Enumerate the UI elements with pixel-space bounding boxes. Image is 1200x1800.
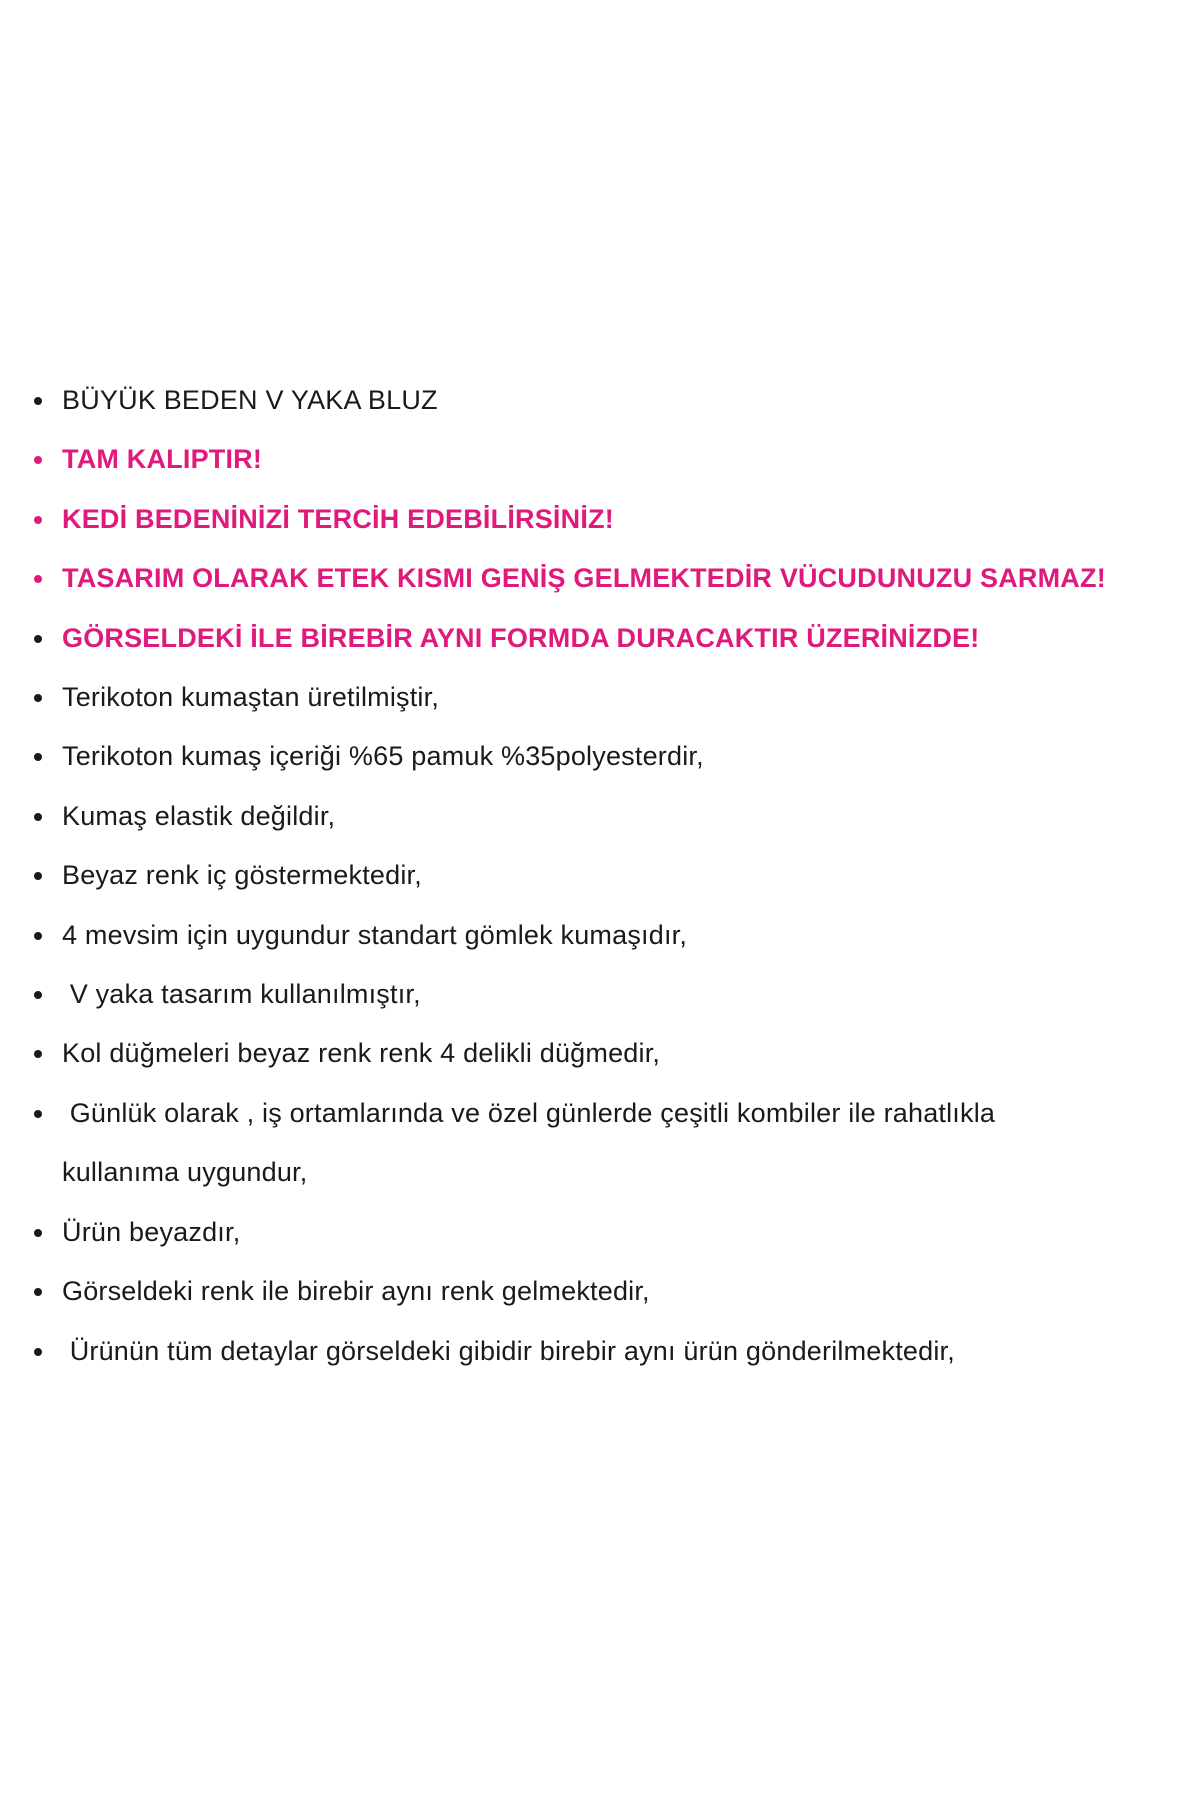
list-item-highlight: KEDİ BEDENİNİZİ TERCİH EDEBİLİRSİNİZ! (62, 490, 1142, 549)
list-item: Ürün beyazdır, (62, 1203, 1142, 1262)
list-item: Ürünün tüm detaylar görseldeki gibidir birebir aynı ürün gönderilmektedir, (62, 1322, 1142, 1381)
list-item-highlight: TASARIM OLARAK ETEK KISMI GENİŞ GELMEKTEDİR VÜCUDUNUZU SARMAZ! (62, 549, 1142, 608)
list-item: Terikoton kumaş içeriği %65 pamuk %35polyesterdir, (62, 727, 1142, 786)
list-item-highlight: TAM KALIPTIR! (62, 430, 1142, 489)
list-item: 4 mevsim için uygundur standart gömlek kumaşıdır, (62, 906, 1142, 965)
list-item: Kol düğmeleri beyaz renk renk 4 delikli düğmedir, (62, 1024, 1142, 1083)
list-item: BÜYÜK BEDEN V YAKA BLUZ (62, 371, 1142, 430)
list-item-highlight: GÖRSELDEKİ İLE BİREBİR AYNI FORMDA DURACAKTIR ÜZERİNİZDE! (62, 609, 1142, 668)
list-item: V yaka tasarım kullanılmıştır, (62, 965, 1142, 1024)
list-item: Görseldeki renk ile birebir aynı renk gelmektedir, (62, 1262, 1142, 1321)
list-item: Günlük olarak , iş ortamlarında ve özel günlerde çeşitli kombiler ile rahatlıkla kullanıma uygundur, (62, 1084, 1092, 1203)
list-item: Beyaz renk iç göstermektedir, (62, 846, 1142, 905)
list-item: Kumaş elastik değildir, (62, 787, 1142, 846)
list-item: Terikoton kumaştan üretilmiştir, (62, 668, 1142, 727)
product-description-list (0, 371, 1142, 1381)
